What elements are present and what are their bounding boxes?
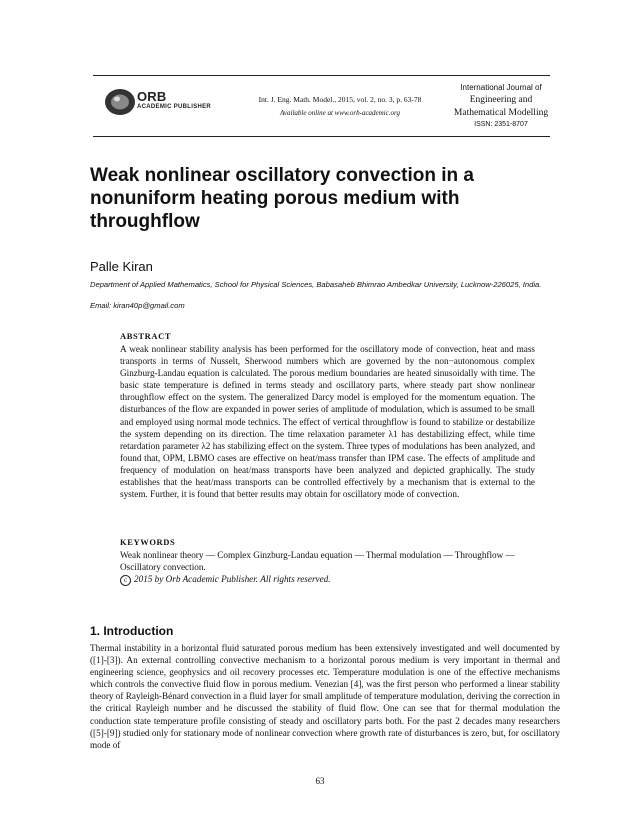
journal-citation: Int. J. Eng. Math. Model., 2015, vol. 2, no. 3, p. 63-78 [258, 95, 422, 104]
abstract-text: A weak nonlinear stability analysis has been performed for the oscillatory mode of convection, heat and mass transports in terms of Nusselt, Sherwood numbers which are governed by the non−autonomous complex Ginzburg-Landau equation is calculated. The porous medium boundaries are heated sinusoidally with time. The basic state temperature is defined in terms steady and oscillatory parts, where steady part show nonlinear throughflow effect on the system. The generalized Darcy model is employed for the momentum equation. The disturbances of the flow are expanded in power series of amplitude of modulation, which is assumed to be small and employed using normal mode technics. The effect of vertical throughflow is found to stabilize or destabilize the system depending on its direction. The time relaxation parameter λ1 has destabilizing effect, while time retardation parameter λ2 has stabilizing effect on the system. Three types of modulations has been analyzed, and found that, OPM, LBMO cases are effective on heat/mass transfer than IPM case. The effects of amplitude and frequency of modulation on heat/mass transports have been analyzed and depicted graphically. The study establishes that the heat/mass transports can be controlled effectively by a mechanism that is external to the system. Further, it is found that better results may obtain for oscillatory mode of convection. [120, 344, 535, 500]
journal-name-line3: Mathematical Modelling [453, 108, 549, 118]
journal-name-line1: International Journal of [460, 83, 542, 92]
page-number: 63 [315, 776, 325, 786]
logo-name: ORB [137, 89, 167, 104]
journal-issn: ISSN: 2351-8707 [474, 121, 528, 128]
keywords-text: Weak nonlinear theory — Complex Ginzburg-Landau equation — Thermal modulation — Throughflow — Oscillatory convection. [120, 550, 515, 573]
keywords-heading: KEYWORDS [120, 537, 176, 547]
introduction-text: Thermal instability in a horizontal fluid saturated porous medium has been extensively investigated and well documented by ([1]-[3]). An external controlling convective mechanism to a horizontal porous medium is very important in thermal and engineering science, geophysics and oil recovery processes etc. Temperature modulation is one of the effective mechanisms which controls the convective fluid flow in porous medium. Venezian [4], was the first person who performed a linear stability theory of Rayleigh-Bénard convection in a fluid layer for small amplitude of temperature modulation, deriving the correction in the critical Rayleigh number and he discussed the stability of fluid flow. One can see that for thermal modulation the conduction state temperature profile consisting of steady and oscillatory parts both. For the past 2 decades many researchers ([5]-[9]) studied only for stationary mode of nonlinear convection where growth rate of disturbances is zero, but, for oscillatory mode of [90, 643, 560, 750]
logo-subtitle: ACADEMIC PUBLISHER [137, 104, 212, 110]
introduction-heading: 1. Introduction [90, 624, 174, 638]
author-name: Palle Kiran [90, 259, 153, 274]
article-title: Weak nonlinear oscillatory convection in a nonuniform heating porous medium with throughflow [90, 165, 474, 232]
journal-name-line2: Engineering and [469, 95, 533, 105]
copyright-text: 2015 by Orb Academic Publisher. All rights reserved. [134, 574, 331, 584]
copyright-icon: c [120, 575, 131, 586]
author-affiliation: Department of Applied Mathematics, School for Physical Sciences, Babasaheb Bhimrao Ambedkar University, Lucknow-226025, India. [90, 280, 542, 289]
author-email[interactable]: Email: kiran40p@gmail.com [90, 301, 185, 310]
copyright-notice [120, 574, 331, 586]
abstract-heading: ABSTRACT [120, 331, 172, 341]
journal-online-link[interactable]: Available online at www.orb-academic.org [280, 109, 400, 117]
header-rule-top [93, 75, 550, 76]
header-rule-bottom [93, 136, 550, 137]
